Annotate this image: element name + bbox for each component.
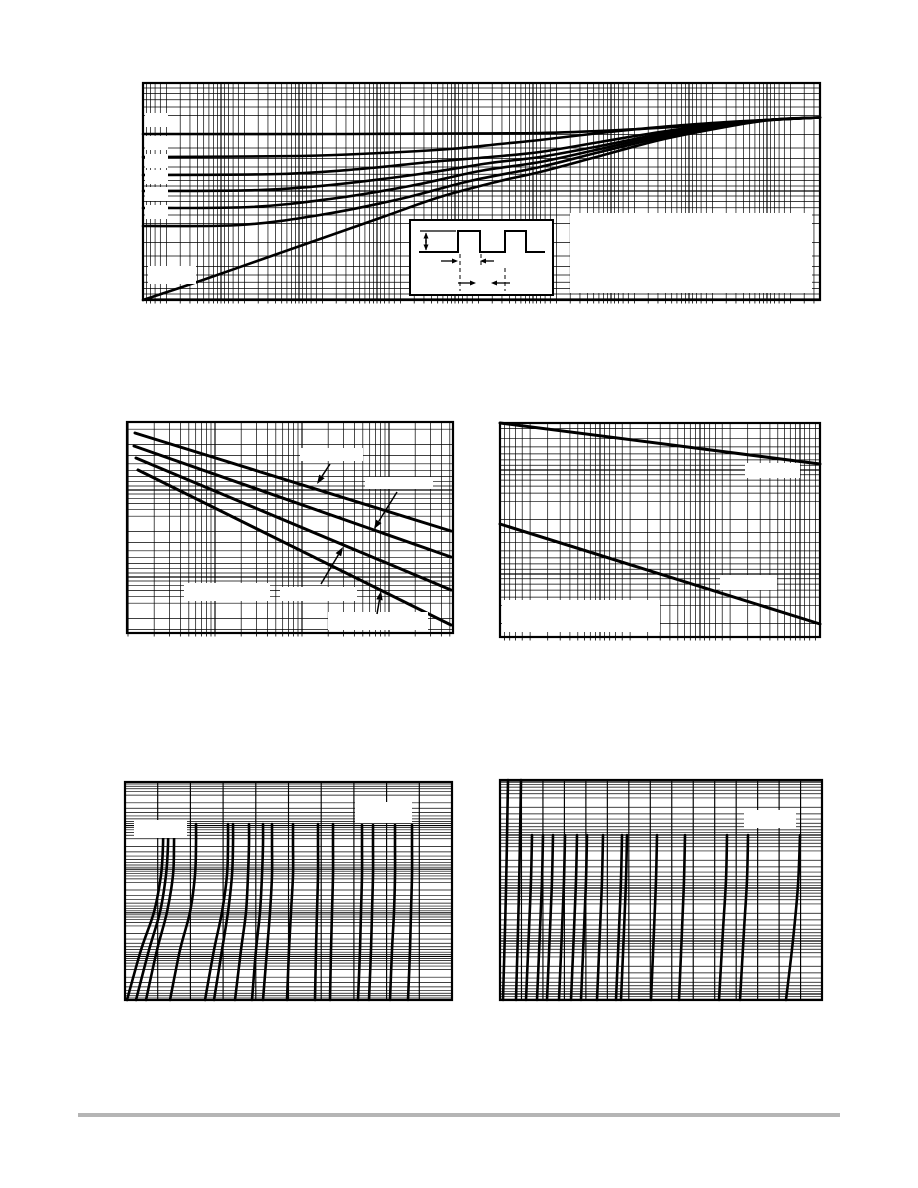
series-c10 — [287, 824, 293, 1000]
redacted-labels — [502, 463, 800, 632]
annotation-arrow — [321, 547, 343, 584]
series-v1 — [526, 835, 532, 1000]
redacted-label-box — [328, 612, 428, 630]
redacted-label-box — [145, 154, 168, 168]
series-c11 — [315, 824, 318, 1000]
series-c7 — [235, 824, 249, 1000]
chart-four-diagonal-lines — [121, 416, 459, 639]
redacted-label-box — [720, 575, 777, 590]
redacted-label-box — [134, 820, 187, 838]
redacted-label-box — [148, 266, 196, 284]
chart-steep-curve-family-right — [494, 774, 828, 1006]
steep-curve-family-right-svg — [494, 774, 828, 1006]
series-full-2 — [516, 780, 521, 1000]
redacted-label-box — [280, 587, 357, 601]
redacted-label-box — [745, 463, 800, 478]
series-v12 — [719, 835, 727, 1000]
redacted-label-box — [145, 170, 168, 184]
redacted-label-box — [502, 600, 660, 632]
series-v10 — [651, 835, 657, 1000]
series-v14 — [786, 835, 800, 1000]
redacted-label-box — [300, 448, 363, 461]
series-c5 — [205, 824, 228, 1000]
redacted-label-box — [355, 802, 412, 823]
redacted-label-box — [570, 213, 812, 293]
series-c9 — [263, 824, 272, 1000]
series-v13 — [740, 835, 748, 1000]
series-v5 — [571, 835, 577, 1000]
series-c12 — [330, 824, 333, 1000]
series-v11 — [679, 835, 685, 1000]
transient-thermal-response-svg — [137, 77, 826, 306]
redacted-label-box — [145, 205, 168, 219]
series-full-1 — [503, 780, 508, 1000]
chart-two-descending-lines — [494, 417, 826, 643]
two-descending-lines-svg — [494, 417, 826, 643]
redacted-label-box — [184, 583, 270, 601]
series-c8 — [252, 824, 263, 1000]
series-v7 — [597, 835, 603, 1000]
redacted-labels — [744, 810, 796, 828]
redacted-label-box — [145, 187, 168, 201]
redacted-label-box — [145, 136, 168, 150]
series-v3 — [547, 835, 553, 1000]
page-divider — [78, 1113, 840, 1117]
annotation-arrow — [374, 492, 397, 529]
series-v2 — [537, 835, 543, 1000]
series-curves — [127, 823, 412, 1000]
redacted-label-box — [365, 477, 433, 489]
steep-curve-family-left-svg — [119, 776, 458, 1006]
chart-steep-curve-family-left — [119, 776, 458, 1006]
series-line-2 — [134, 446, 451, 557]
chart-transient-thermal-response — [137, 77, 826, 306]
series-line-4 — [138, 470, 451, 625]
redacted-label-box — [744, 810, 796, 828]
four-diagonal-lines-svg — [121, 416, 459, 639]
redacted-label-box — [145, 113, 168, 127]
annotation-arrow — [376, 591, 382, 614]
pulse-waveform-inset — [410, 220, 553, 295]
